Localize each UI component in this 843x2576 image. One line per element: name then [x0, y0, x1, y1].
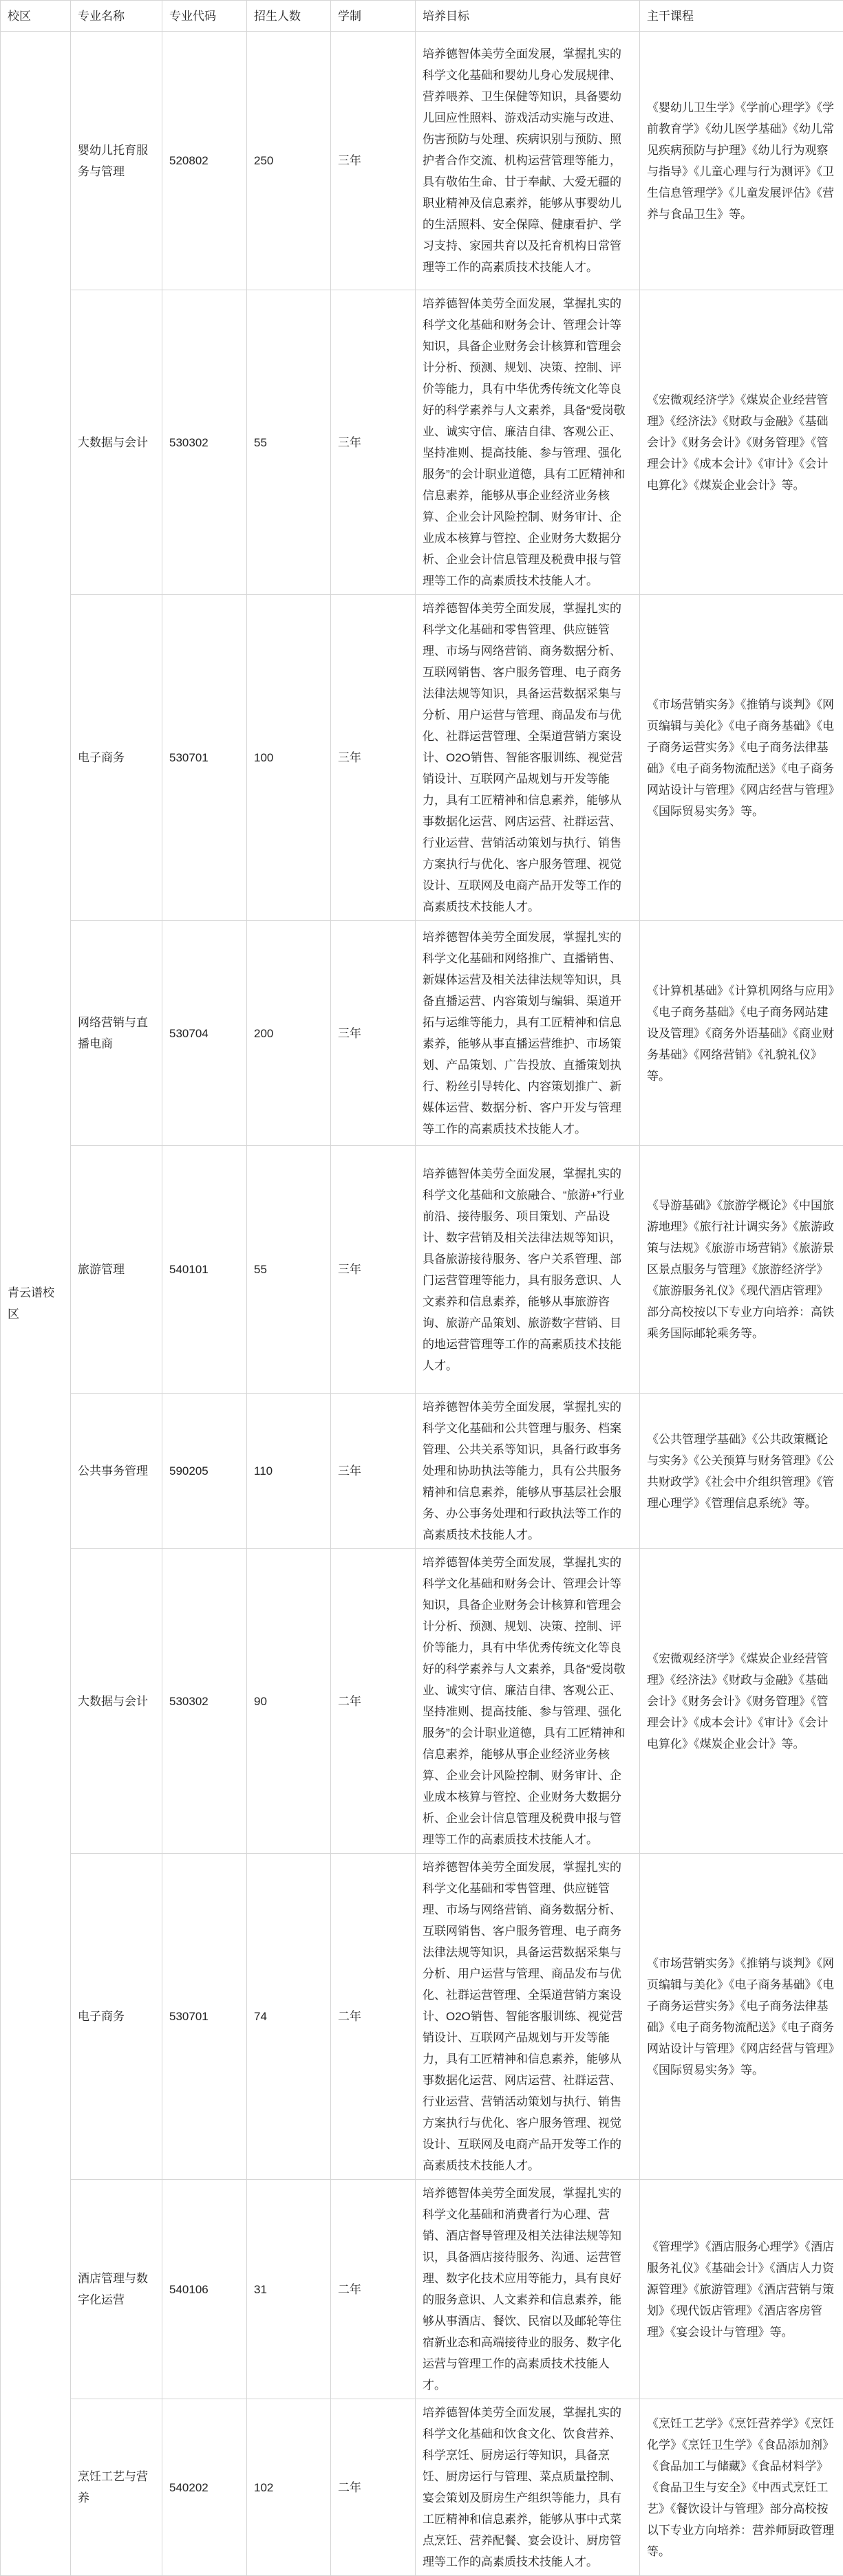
- enroll-count-cell: 90: [247, 1549, 331, 1854]
- main-courses-cell: 《宏微观经济学》《煤炭企业经营管理》《经济法》《财政与金融》《基础会计》《财务会计》《财务管理》《管理会计》《成本会计》《审计》《会计电算化》《煤炭企业会计》等。: [640, 290, 843, 595]
- table-row: [1, 2180, 843, 2399]
- major-code-cell: 520802: [162, 32, 247, 290]
- enroll-count-cell: 110: [247, 1394, 331, 1549]
- major-name-cell: 大数据与会计: [71, 290, 162, 595]
- main-courses-cell: 《导游基础》《旅游学概论》《中国旅游地理》《旅行社计调实务》《旅游政策与法规》《旅游市场营销》《旅游景区景点服务与管理》《旅游经济学》《旅游服务礼仪》《现代酒店管理》部分高校按以下专业方向培养：高铁乘务国际邮轮乘务等。: [640, 1146, 843, 1394]
- major-name-cell: 电子商务: [71, 595, 162, 921]
- training-goal-cell: 培养德智体美劳全面发展，掌握扎实的科学文化基础和公共管理与服务、档案管理、公共关系等知识，具备行政事务处理和协助执法等能力，具有公共服务精神和信息素养，能够从事基层社会服务、办公事务处理和行政执法等工作的高素质技术技能人才。: [416, 1394, 640, 1549]
- campus-cell: 青云谱校区: [1, 32, 71, 2576]
- enroll-count-cell: 74: [247, 1854, 331, 2180]
- major-name-cell: 电子商务: [71, 1854, 162, 2180]
- training-goal-cell: 培养德智体美劳全面发展，掌握扎实的科学文化基础和财务会计、管理会计等知识，具备企业财务会计核算和管理会计分析、预测、规划、决策、控制、评价等能力，具有中华优秀传统文化等良好的科学素养与人文素养，具备“爱岗敬业、诚实守信、廉洁自律、客观公正、坚持准则、提高技能、参与管理、强化服务”的会计职业道德，具有工匠精神和信息素养，能够从事企业经济业务核算、企业会计风险控制、财务审计、企业成本核算与管控、企业财务大数据分析、企业会计信息管理及税费申报与管理等工作的高素质技术技能人才。: [416, 290, 640, 595]
- training-goal-cell: 培养德智体美劳全面发展，掌握扎实的科学文化基础和零售管理、供应链管理、市场与网络营销、商务数据分析、互联网销售、客户服务管理、电子商务法律法规等知识，具备运营数据采集与分析、用户运营与管理、商品发布与优化、社群运营管理、全渠道营销方案设计、O2O销售、智能客服训练、视觉营销设计、互联网产品规划与开发等能力，具有工匠精神和信息素养，能够从事数据化运营、网店运营、社群运营、行业运营、营销活动策划与执行、销售方案执行与优化、客户服务管理、视觉设计、互联网及电商产品开发等工作的高素质技术技能人才。: [416, 1854, 640, 2180]
- training-goal-cell: 培养德智体美劳全面发展，掌握扎实的科学文化基础和饮食文化、饮食营养、科学烹饪、厨房运行等知识，具备烹饪、厨房运行与管理、菜点质量控制、宴会策划及厨房生产组织等能力，具有工匠精神和信息素养，能够从事中式菜点烹饪、营养配餐、宴会设计、厨房管理等工作的高素质技术技能人才。: [416, 2399, 640, 2576]
- enroll-count-cell: 31: [247, 2180, 331, 2399]
- enroll-count-cell: 100: [247, 595, 331, 921]
- header-code: 专业代码: [162, 1, 247, 32]
- training-goal-cell: 培养德智体美劳全面发展，掌握扎实的科学文化基础和消费者行为心理、营销、酒店督导管理及相关法律法规等知识，具备酒店接待服务、沟通、运营管理、数字化技术应用等能力，具有良好的服务意识、人文素养和信息素养，能够从事酒店、餐饮、民宿以及邮轮等住宿新业态和高端接待业的服务、数字化运营与管理工作的高素质技术技能人才。: [416, 2180, 640, 2399]
- table-row: [1, 290, 843, 595]
- table-row: [1, 2399, 843, 2576]
- major-name-cell: 大数据与会计: [71, 1549, 162, 1854]
- header-years: 学制: [331, 1, 416, 32]
- main-courses-cell: 《市场营销实务》《推销与谈判》《网页编辑与美化》《电子商务基础》《电子商务运营实务》《电子商务法律基础》《电子商务物流配送》《电子商务网站设计与管理》《网店经营与管理》《国际贸易实务》等。: [640, 595, 843, 921]
- major-name-cell: 婴幼儿托育服务与管理: [71, 32, 162, 290]
- table-row: [1, 595, 843, 921]
- study-years-cell: 三年: [331, 1146, 416, 1394]
- table-row: [1, 1394, 843, 1549]
- enroll-count-cell: 55: [247, 290, 331, 595]
- study-years-cell: 三年: [331, 921, 416, 1146]
- enroll-count-cell: 250: [247, 32, 331, 290]
- major-code-cell: 590205: [162, 1394, 247, 1549]
- major-code-cell: 540101: [162, 1146, 247, 1394]
- study-years-cell: 二年: [331, 2399, 416, 2576]
- table-row: [1, 921, 843, 1146]
- header-campus: 校区: [1, 1, 71, 32]
- training-goal-cell: 培养德智体美劳全面发展，掌握扎实的科学文化基础和文旅融合、“旅游+”行业前沿、接待服务、项目策划、产品设计、数字营销及相关法律法规等知识，具备旅游接待服务、客户关系管理、部门运营管理等能力，具有服务意识、人文素养和信息素养，能够从事旅游咨询、旅游产品策划、旅游数字营销、目的地运营管理等工作的高素质技术技能人才。: [416, 1146, 640, 1394]
- major-code-cell: 530701: [162, 1854, 247, 2180]
- study-years-cell: 三年: [331, 1394, 416, 1549]
- main-courses-cell: 《婴幼儿卫生学》《学前心理学》《学前教育学》《幼儿医学基础》《幼儿常见疾病预防与护理》《幼儿行为观察与指导》《儿童心理与行为测评》《卫生信息管理学》《儿童发展评估》《营养与食品卫生》等。: [640, 32, 843, 290]
- main-courses-cell: 《烹饪工艺学》《烹饪营养学》《烹饪化学》《烹饪卫生学》《食品添加剂》《食品加工与储藏》《食品材料学》《食品卫生与安全》《中西式烹饪工艺》《餐饮设计与管理》部分高校按以下专业方向培养：营养师厨政管理等。: [640, 2399, 843, 2576]
- study-years-cell: 三年: [331, 290, 416, 595]
- study-years-cell: 二年: [331, 1549, 416, 1854]
- study-years-cell: 二年: [331, 1854, 416, 2180]
- table-row: [1, 1146, 843, 1394]
- enroll-count-cell: 200: [247, 921, 331, 1146]
- training-goal-cell: 培养德智体美劳全面发展，掌握扎实的科学文化基础和网络推广、直播销售、新媒体运营及相关法律法规等知识，具备直播运营、内容策划与编辑、渠道开拓与运维等能力，具有工匠精神和信息素养，能够从事直播运营维护、市场策划、产品策划、广告投放、直播策划执行、粉丝引导转化、内容策划推广、新媒体运营、数据分析、客户开发与管理等工作的高素质技术技能人才。: [416, 921, 640, 1146]
- enroll-count-cell: 55: [247, 1146, 331, 1394]
- major-code-cell: 530701: [162, 595, 247, 921]
- table-row: [1, 1854, 843, 2180]
- header-courses: 主干课程: [640, 1, 843, 32]
- major-name-cell: 旅游管理: [71, 1146, 162, 1394]
- training-goal-cell: 培养德智体美劳全面发展，掌握扎实的科学文化基础和婴幼儿身心发展规律、营养喂养、卫生保健等知识，具备婴幼儿回应性照料、游戏活动实施与改进、伤害预防与处理、疾病识别与预防、照护者合作交流、机构运营管理等能力，具有敬佑生命、甘于奉献、大爱无疆的职业精神及信息素养，能够从事婴幼儿的生活照料、安全保障、健康看护、学习支持、家园共育以及托育机构日常管理等工作的高素质技术技能人才。: [416, 32, 640, 290]
- table-row: [1, 32, 843, 290]
- study-years-cell: 二年: [331, 2180, 416, 2399]
- main-courses-cell: 《市场营销实务》《推销与谈判》《网页编辑与美化》《电子商务基础》《电子商务运营实务》《电子商务法律基础》《电子商务物流配送》《电子商务网站设计与管理》《网店经营与管理》《国际贸易实务》等。: [640, 1854, 843, 2180]
- table-header-row: [1, 1, 843, 32]
- study-years-cell: 三年: [331, 32, 416, 290]
- training-goal-cell: 培养德智体美劳全面发展，掌握扎实的科学文化基础和财务会计、管理会计等知识，具备企业财务会计核算和管理会计分析、预测、规划、决策、控制、评价等能力，具有中华优秀传统文化等良好的科学素养与人文素养，具备“爱岗敬业、诚实守信、廉洁自律、客观公正、坚持准则、提高技能、参与管理、强化服务”的会计职业道德，具有工匠精神和信息素养，能够从事企业经济业务核算、企业会计风险控制、财务审计、企业成本核算与管控、企业财务大数据分析、企业会计信息管理及税费申报与管理等工作的高素质技术技能人才。: [416, 1549, 640, 1854]
- major-code-cell: 530704: [162, 921, 247, 1146]
- major-code-cell: 540202: [162, 2399, 247, 2576]
- main-courses-cell: 《计算机基础》《计算机网络与应用》《电子商务基础》《电子商务网站建设及管理》《商务外语基础》《商业财务基础》《网络营销》《礼貌礼仪》等。: [640, 921, 843, 1146]
- enroll-count-cell: 102: [247, 2399, 331, 2576]
- training-goal-cell: 培养德智体美劳全面发展，掌握扎实的科学文化基础和零售管理、供应链管理、市场与网络营销、商务数据分析、互联网销售、客户服务管理、电子商务法律法规等知识，具备运营数据采集与分析、用户运营与管理、商品发布与优化、社群运营管理、全渠道营销方案设计、O2O销售、智能客服训练、视觉营销设计、互联网产品规划与开发等能力，具有工匠精神和信息素养，能够从事数据化运营、网店运营、社群运营、行业运营、营销活动策划与执行、销售方案执行与优化、客户服务管理、视觉设计、互联网及电商产品开发等工作的高素质技术技能人才。: [416, 595, 640, 921]
- major-code-cell: 530302: [162, 1549, 247, 1854]
- major-code-cell: 540106: [162, 2180, 247, 2399]
- header-goal: 培养目标: [416, 1, 640, 32]
- major-name-cell: 公共事务管理: [71, 1394, 162, 1549]
- major-name-cell: 酒店管理与数字化运营: [71, 2180, 162, 2399]
- major-code-cell: 530302: [162, 290, 247, 595]
- main-courses-cell: 《管理学》《酒店服务心理学》《酒店服务礼仪》《基础会计》《酒店人力资源管理》《旅游管理》《酒店营销与策划》《现代饭店管理》《酒店客房管理》《宴会设计与管理》等。: [640, 2180, 843, 2399]
- study-years-cell: 三年: [331, 595, 416, 921]
- major-name-cell: 烹饪工艺与营养: [71, 2399, 162, 2576]
- table-row: [1, 1549, 843, 1854]
- header-major: 专业名称: [71, 1, 162, 32]
- main-courses-cell: 《公共管理学基础》《公共政策概论与实务》《公关预算与财务管理》《公共财政学》《社会中介组织管理》《管理心理学》《管理信息系统》等。: [640, 1394, 843, 1549]
- major-name-cell: 网络营销与直播电商: [71, 921, 162, 1146]
- main-courses-cell: 《宏微观经济学》《煤炭企业经营管理》《经济法》《财政与金融》《基础会计》《财务会计》《财务管理》《管理会计》《成本会计》《审计》《会计电算化》《煤炭企业会计》等。: [640, 1549, 843, 1854]
- header-enroll: 招生人数: [247, 1, 331, 32]
